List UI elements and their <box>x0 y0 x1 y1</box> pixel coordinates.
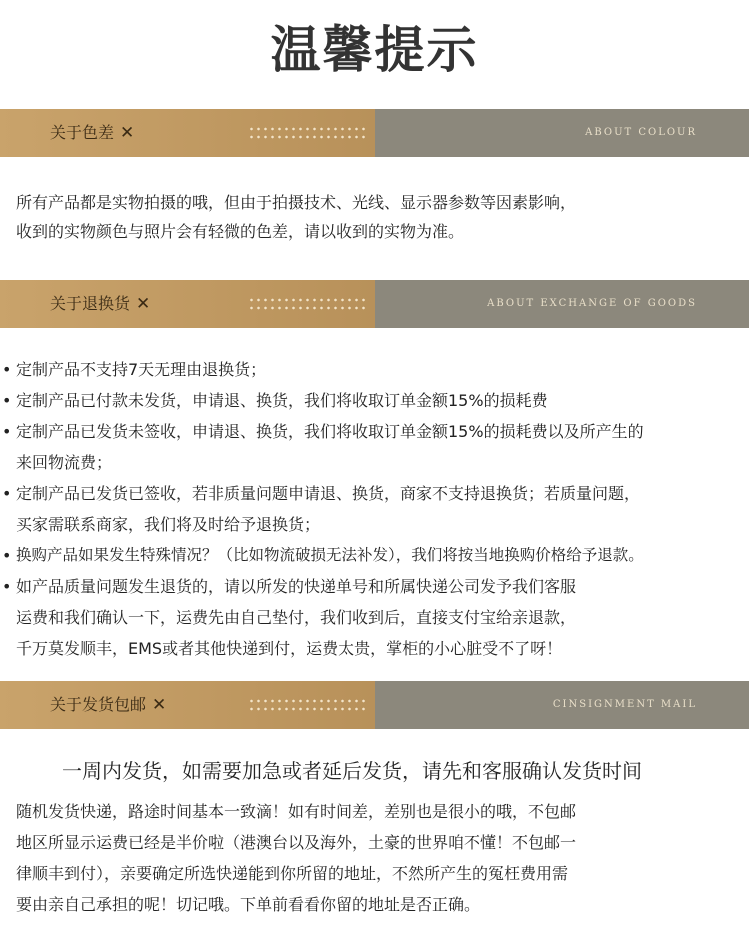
banner-label-text: 关于退换货 <box>50 294 131 313</box>
bullet-icon: • <box>2 577 12 596</box>
text-line: 所有产品都是实物拍摄的哦，但由于拍摄技术、光线、显示器参数等因素影响， <box>16 193 577 212</box>
list-item-line: 买家需联系商家，我们将及时给予退换货； <box>16 515 321 534</box>
page-title: 温馨提示 <box>270 21 479 79</box>
bullet-icon: • <box>2 422 12 441</box>
banner-label <box>50 121 134 145</box>
exchange-policy-list <box>2 354 747 664</box>
list-item-line: 来回物流费； <box>16 453 113 472</box>
section-banner-mail <box>0 681 749 729</box>
banner-label <box>50 693 166 717</box>
list-item <box>2 354 747 385</box>
banner-left-panel <box>0 280 375 328</box>
banner-label-text: 关于发货包邮 <box>50 695 147 714</box>
section-banner-exchange <box>0 280 749 328</box>
list-item-line: 定制产品已发货未签收，申请退、换货，我们将收取订单金额15%的损耗费以及所产生的 <box>16 422 644 441</box>
dot-pattern <box>248 125 368 141</box>
banner-right-panel <box>375 280 749 328</box>
banner-label <box>50 292 150 316</box>
list-item <box>2 416 747 478</box>
list-item <box>2 571 747 664</box>
close-icon: ✕ <box>120 123 135 143</box>
bullet-icon: • <box>2 546 12 565</box>
text-line: 律顺丰到付），亲要确定所选快递能到你所留的地址，不然所产生的冤枉费用需 <box>16 864 569 883</box>
banner-english-label: ABOUT COLOUR <box>585 127 697 138</box>
banner-left-panel <box>0 681 375 729</box>
list-item-line: 千万莫发顺丰，EMS或者其他快递到付，运费太贵，掌柜的小心脏受不了呀！ <box>16 639 563 658</box>
banner-right-panel <box>375 109 749 157</box>
banner-english-label: ABOUT EXCHANGE OF GOODS <box>487 298 697 309</box>
close-icon: ✕ <box>136 294 151 314</box>
banner-label-text: 关于色差 <box>50 123 115 142</box>
dot-pattern <box>248 296 368 312</box>
bullet-icon: • <box>2 391 12 410</box>
banner-right-panel <box>375 681 749 729</box>
bullet-icon: • <box>2 484 12 503</box>
text-line: 要由亲自己承担的呢！切记哦。下单前看看你留的地址是否正确。 <box>16 895 481 914</box>
list-item-line: 定制产品不支持7天无理由退换货； <box>16 360 267 379</box>
close-icon: ✕ <box>152 695 167 715</box>
text-line: 地区所显示运费已经是半价啦（港澳台以及海外，土豪的世界咱不懂！不包邮一 <box>16 833 577 852</box>
list-item-line: 定制产品已付款未发货，申请退、换货，我们将收取订单金额15%的损耗费 <box>16 391 548 410</box>
list-item <box>2 540 747 571</box>
list-item-line: 运费和我们确认一下，运费先由自己垫付，我们收到后，直接支付宝给亲退款， <box>16 608 577 627</box>
list-item-line: 换购产品如果发生特殊情况？（比如物流破损无法补发），我们将按当地换购价格给予退款。 <box>16 546 644 564</box>
shipping-paragraph <box>16 796 576 920</box>
text-line: 收到的实物颜色与照片会有轻微的色差，请以收到的实物为准。 <box>16 222 465 241</box>
colour-paragraph <box>16 188 576 246</box>
list-item <box>2 478 747 540</box>
banner-left-panel <box>0 109 375 157</box>
section-banner-colour <box>0 109 749 157</box>
bullet-icon: • <box>2 360 12 379</box>
banner-english-label: CINSIGNMENT MAIL <box>552 699 697 710</box>
dot-pattern <box>248 697 368 713</box>
shipping-headline: 一周内发货，如需要加急或者延后发货，请先和客服确认发货时间 <box>62 759 642 783</box>
list-item <box>2 385 747 416</box>
list-item-line: 定制产品已发货已签收，若非质量问题申请退、换货，商家不支持退换货；若质量问题， <box>16 484 641 503</box>
list-item-line: 如产品质量问题发生退货的，请以所发的快递单号和所属快递公司发予我们客服 <box>16 577 577 596</box>
text-line: 随机发货快递，路途时间基本一致滴！如有时间差，差别也是很小的哦，不包邮 <box>16 802 577 821</box>
